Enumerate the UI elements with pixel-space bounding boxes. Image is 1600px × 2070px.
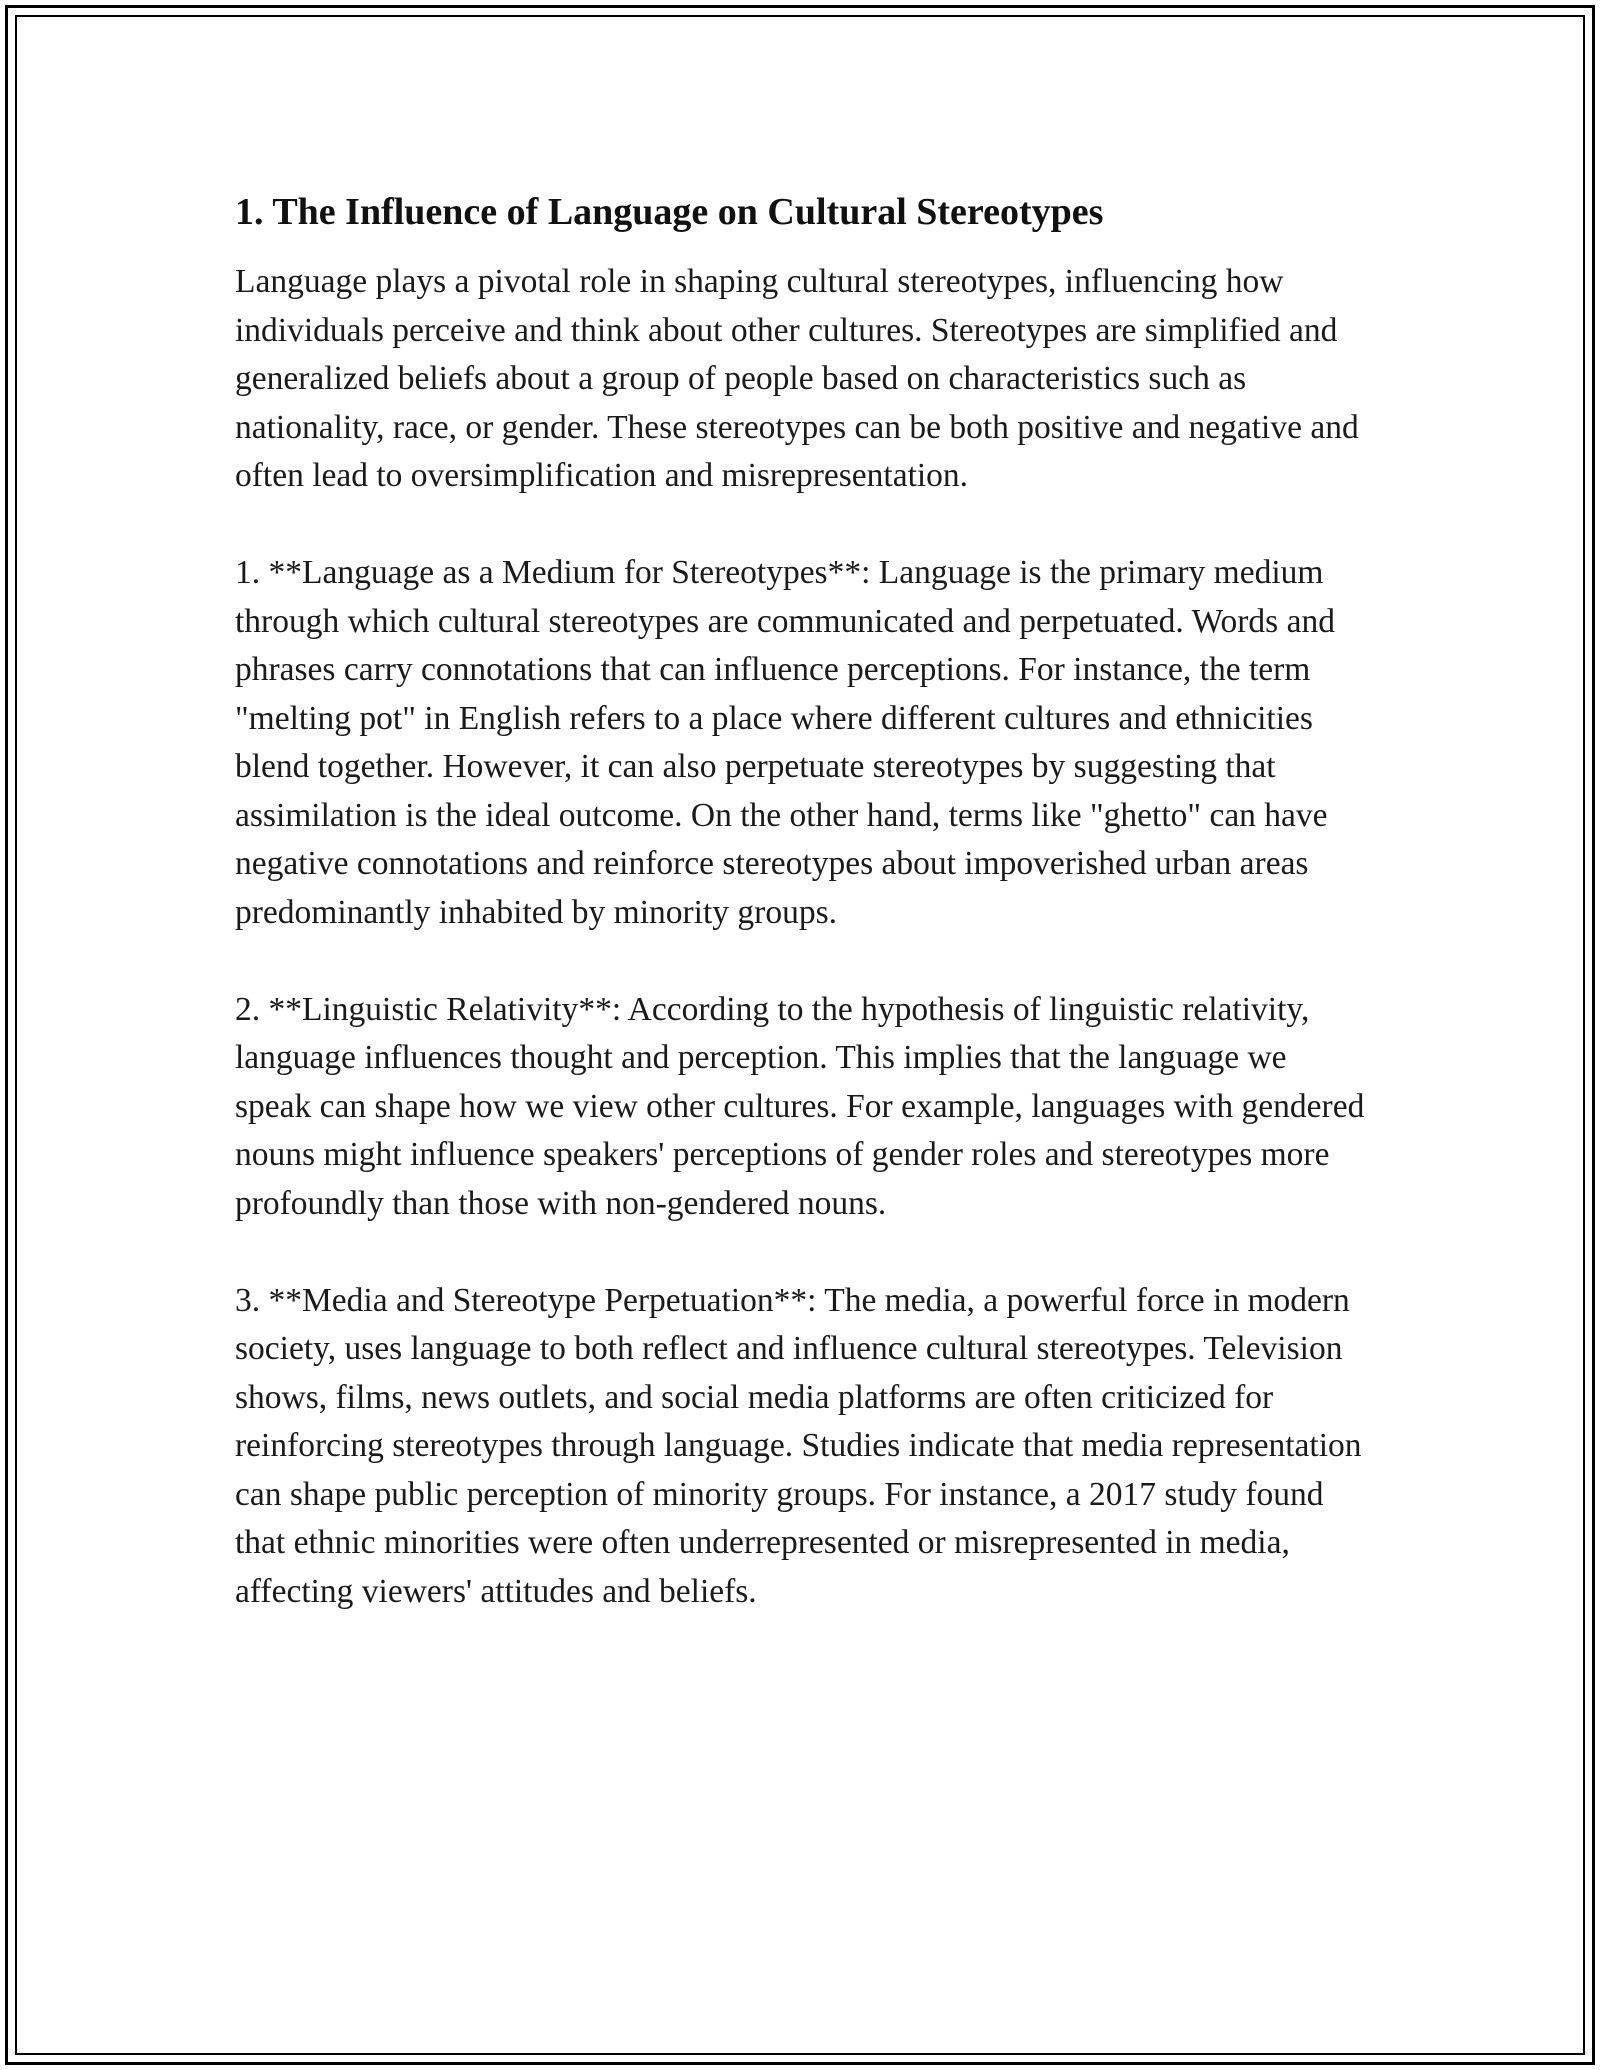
document-body — [235, 186, 1365, 1665]
paragraph-media-perpetuation: 3. **Media and Stereotype Perpetuation**: The media, a powerful force in modern society, uses language to both reflect and influence cultural stereotypes. Television shows, films, news outlets, and social media platforms are often criticized for reinforcing stereotypes through language. Studies indicate that media representation can shape public perception of minority groups. For instance, a 2017 study found that ethnic minorities were often underrepresented or misrepresented in media, affecting viewers' attitudes and beliefs. — [235, 1281, 1362, 1610]
paragraph-intro: Language plays a pivotal role in shaping cultural stereotypes, influencing how individuals perceive and think about other cultures. Stereotypes are simplified and generalized beliefs about a group of people based on characteristics such as nationality, race, or gender. These stereotypes can be both positive and negative and often lead to oversimplification and misrepresentation. — [235, 263, 1359, 494]
paragraph-linguistic-relativity: 2. **Linguistic Relativity**: According to the hypothesis of linguistic relativity, language influences thought and perception. This implies that the language we speak can shape how we view other cultures. For example, languages with gendered nouns might influence speakers' perceptions of gender roles and stereotypes more profoundly than those with non-gendered nouns. — [235, 990, 1365, 1222]
document-title: 1. The Influence of Language on Cultural Stereotypes — [235, 191, 1104, 233]
paragraph-language-as-medium: 1. **Language as a Medium for Stereotypes**: Language is the primary medium through which cultural stereotypes are communicated and perpetuated. Words and phrases carry connotations that can influence perceptions. For instance, the term "melting pot" in English refers to a place where different cultures and ethnicities blend together. However, it can also perpetuate stereotypes by suggesting that assimilation is the ideal outcome. On the other hand, terms like "ghetto" can have negative connotations and reinforce stereotypes about impoverished urban areas predominantly inhabited by minority groups. — [235, 554, 1335, 931]
